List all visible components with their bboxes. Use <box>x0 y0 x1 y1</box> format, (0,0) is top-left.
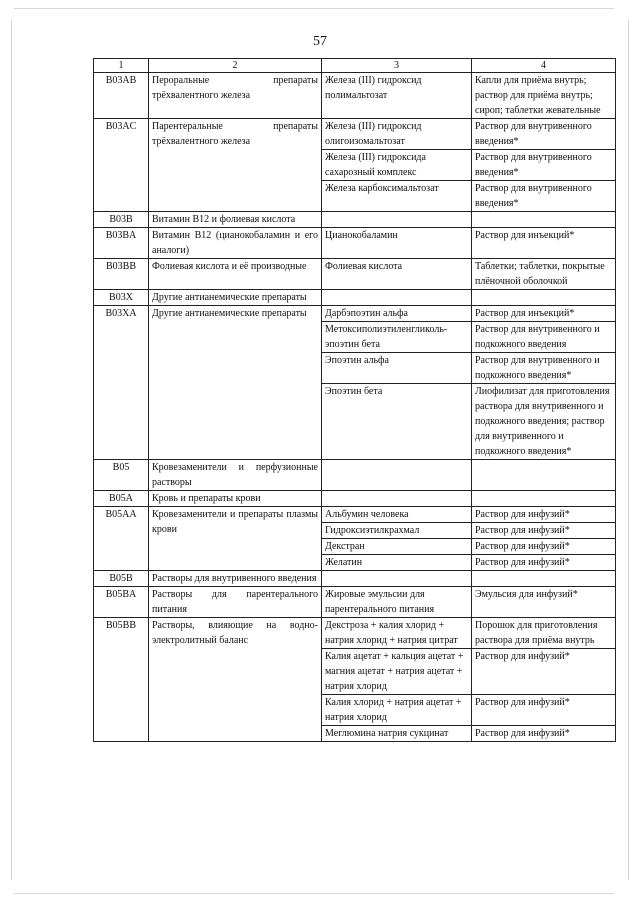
table-row <box>94 306 616 322</box>
page-number: 57 <box>313 34 327 49</box>
group-name-cell: Кровезаменители и препараты плазмы крови <box>149 507 322 571</box>
drug-name-cell: Декстроза + калия хлорид + натрия хлорид + натрия цитрат <box>322 618 472 649</box>
group-name-cell: Другие антианемические препараты <box>149 306 322 460</box>
table-header-row <box>94 59 616 73</box>
drug-name-cell <box>322 460 472 491</box>
drug-name-cell: Меглюмина натрия сукцинат <box>322 726 472 742</box>
dosage-form-cell: Эмульсия для инфузий* <box>472 587 616 618</box>
atc-code-cell: B03XA <box>94 306 149 460</box>
table-row <box>94 507 616 523</box>
dosage-form-cell: Раствор для внутривенного введения* <box>472 150 616 181</box>
table-row <box>94 587 616 618</box>
scan-edge-bottom <box>14 893 614 894</box>
drug-name-cell <box>322 491 472 507</box>
drug-name-cell: Гидроксиэтилкрахмал <box>322 523 472 539</box>
column-header: 3 <box>322 59 472 73</box>
atc-code-cell: B05BB <box>94 618 149 742</box>
scan-edge-right <box>628 20 629 880</box>
atc-code-cell: B03B <box>94 212 149 228</box>
atc-code-cell: B03AC <box>94 119 149 212</box>
group-name-cell: Пероральные препараты трёхвалентного железа <box>149 73 322 119</box>
drug-name-cell: Железа карбоксимальтозат <box>322 181 472 212</box>
drug-name-cell: Калия ацетат + кальция ацетат + магния ацетат + натрия ацетат + натрия хлорид <box>322 649 472 695</box>
dosage-form-cell <box>472 290 616 306</box>
atc-code-cell: B03BA <box>94 228 149 259</box>
dosage-form-cell: Раствор для инфузий* <box>472 539 616 555</box>
table-row <box>94 491 616 507</box>
group-name-cell: Витамин B12 (цианокобаламин и его аналоги) <box>149 228 322 259</box>
table-row <box>94 259 616 290</box>
drug-name-cell: Железа (III) гидроксида сахарозный комплекс <box>322 150 472 181</box>
dosage-form-cell: Раствор для инфузий* <box>472 507 616 523</box>
drug-name-cell: Желатин <box>322 555 472 571</box>
group-name-cell: Кровь и препараты крови <box>149 491 322 507</box>
table-row <box>94 618 616 649</box>
drug-name-cell: Альбумин человека <box>322 507 472 523</box>
group-name-cell: Растворы, влияющие на водно-электролитный баланс <box>149 618 322 742</box>
drug-name-cell: Эпоэтин альфа <box>322 353 472 384</box>
group-name-cell: Фолиевая кислота и её производные <box>149 259 322 290</box>
scan-edge-top <box>14 8 614 9</box>
drug-name-cell: Фолиевая кислота <box>322 259 472 290</box>
dosage-form-cell: Раствор для инфузий* <box>472 726 616 742</box>
table-row <box>94 460 616 491</box>
column-header: 2 <box>149 59 322 73</box>
dosage-form-cell <box>472 491 616 507</box>
group-name-cell: Парентеральные препараты трёхвалентного железа <box>149 119 322 212</box>
group-name-cell: Растворы для парентерального питания <box>149 587 322 618</box>
dosage-form-cell: Раствор для внутривенного введения* <box>472 181 616 212</box>
atc-code-cell: B05BA <box>94 587 149 618</box>
atc-code-cell: B05A <box>94 491 149 507</box>
table-row <box>94 290 616 306</box>
dosage-form-cell: Раствор для инъекций* <box>472 306 616 322</box>
table-row <box>94 119 616 150</box>
table-row <box>94 212 616 228</box>
atc-code-cell: B05B <box>94 571 149 587</box>
group-name-cell: Другие антианемические препараты <box>149 290 322 306</box>
drug-name-cell: Цианокобаламин <box>322 228 472 259</box>
dosage-form-cell: Раствор для внутривенного и подкожного введения* <box>472 353 616 384</box>
dosage-form-cell <box>472 571 616 587</box>
column-header: 4 <box>472 59 616 73</box>
atc-code-cell: B05AA <box>94 507 149 571</box>
dosage-form-cell: Таблетки; таблетки, покрытые плёночной оболочкой <box>472 259 616 290</box>
atc-code-cell: B03BB <box>94 259 149 290</box>
dosage-form-cell <box>472 212 616 228</box>
table-row <box>94 73 616 119</box>
drug-name-cell <box>322 290 472 306</box>
drug-name-cell: Дарбэпоэтин альфа <box>322 306 472 322</box>
drug-name-cell: Эпоэтин бета <box>322 384 472 460</box>
group-name-cell: Растворы для внутривенного введения <box>149 571 322 587</box>
atc-code-cell: B03X <box>94 290 149 306</box>
dosage-form-cell: Раствор для внутривенного и подкожного введения <box>472 322 616 353</box>
dosage-form-cell: Раствор для инъекций* <box>472 228 616 259</box>
dosage-form-cell: Лиофилизат для приготовления раствора для внутривенного и подкожного введения; раствор для внутривенного и подкожного введения* <box>472 384 616 460</box>
drug-name-cell: Декстран <box>322 539 472 555</box>
dosage-form-cell: Капли для приёма внутрь; раствор для приёма внутрь; сироп; таблетки жевательные <box>472 73 616 119</box>
drug-name-cell: Железа (III) гидроксид олигоизомальтозат <box>322 119 472 150</box>
dosage-form-cell: Раствор для инфузий* <box>472 555 616 571</box>
scan-edge-left <box>11 20 12 880</box>
table-row <box>94 228 616 259</box>
drug-name-cell <box>322 212 472 228</box>
dosage-form-cell <box>472 460 616 491</box>
drug-name-cell <box>322 571 472 587</box>
drug-table <box>93 58 616 742</box>
column-header: 1 <box>94 59 149 73</box>
drug-name-cell: Железа (III) гидроксид полимальтозат <box>322 73 472 119</box>
dosage-form-cell: Раствор для инфузий* <box>472 523 616 539</box>
dosage-form-cell: Раствор для инфузий* <box>472 695 616 726</box>
table-row <box>94 571 616 587</box>
group-name-cell: Витамин B12 и фолиевая кислота <box>149 212 322 228</box>
dosage-form-cell: Раствор для инфузий* <box>472 649 616 695</box>
drug-name-cell: Жировые эмульсии для парентерального питания <box>322 587 472 618</box>
group-name-cell: Кровезаменители и перфузионные растворы <box>149 460 322 491</box>
atc-code-cell: B03AB <box>94 73 149 119</box>
dosage-form-cell: Порошок для приготовления раствора для приёма внутрь <box>472 618 616 649</box>
atc-code-cell: B05 <box>94 460 149 491</box>
drug-name-cell: Метоксиполиэтиленгликоль-эпоэтин бета <box>322 322 472 353</box>
table-body <box>94 59 616 742</box>
drug-name-cell: Калия хлорид + натрия ацетат + натрия хлорид <box>322 695 472 726</box>
dosage-form-cell: Раствор для внутривенного введения* <box>472 119 616 150</box>
